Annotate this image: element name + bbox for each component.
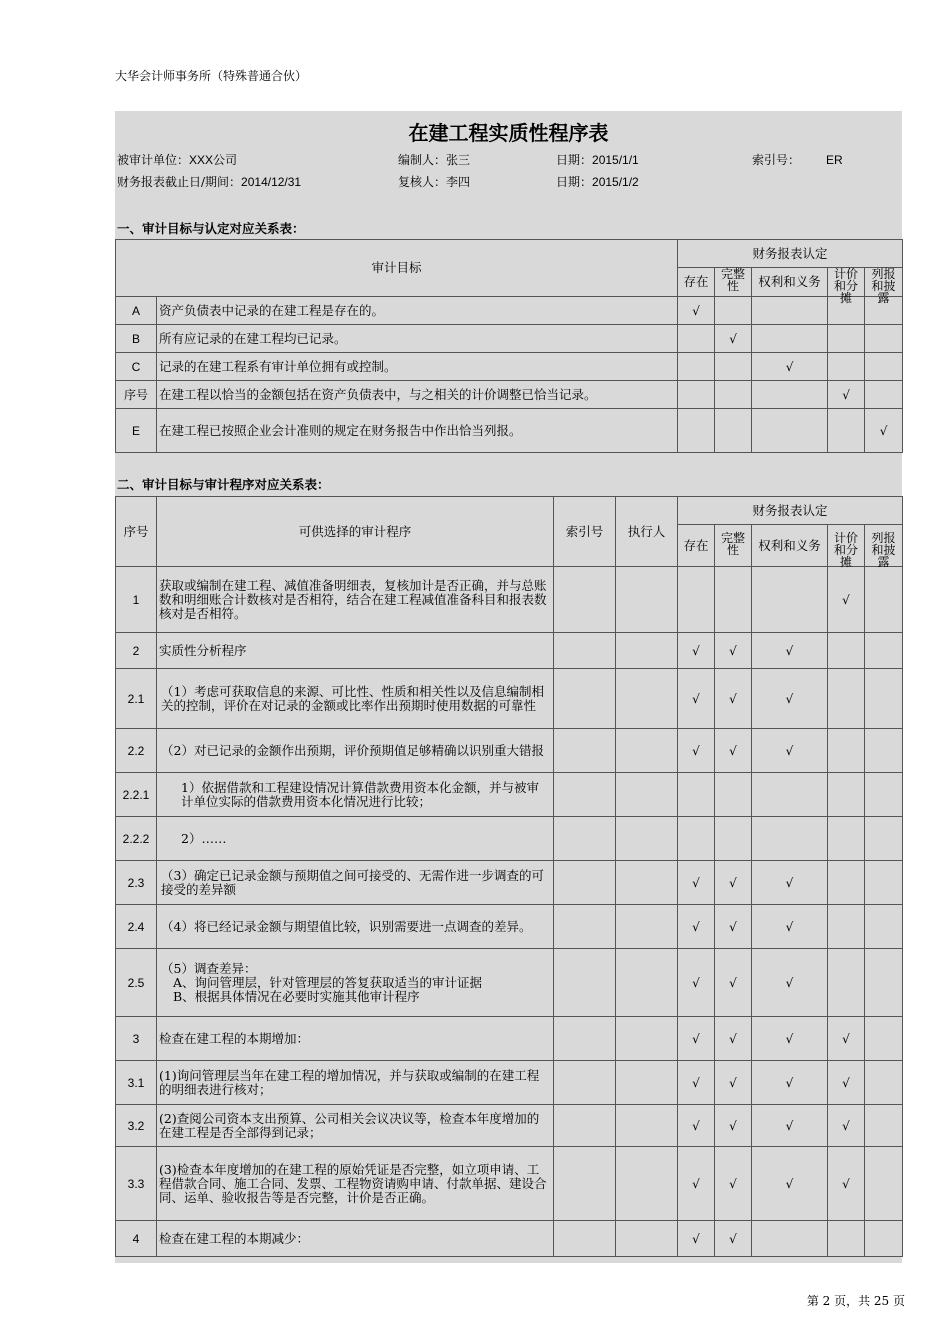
- procedure-executor: [616, 817, 678, 861]
- assertion-check: [678, 817, 715, 861]
- procedure-text-line: （2）对已记录的金额作出预期，评价预期值足够精确以识别重大错报: [161, 742, 544, 758]
- procedure-executor: [616, 905, 678, 949]
- procedure-text: [157, 905, 554, 949]
- assertion-check: [865, 773, 903, 817]
- procedure-executor: [616, 567, 678, 633]
- assertion-check: [828, 633, 865, 669]
- procedure-row: [116, 905, 903, 949]
- objective-text: 在建工程以恰当的金额包括在资产负债表中，与之相关的计价调整已恰当记录。: [157, 381, 678, 409]
- assertion-check: √: [715, 1017, 752, 1061]
- assertion-check: [865, 949, 903, 1017]
- assertion-check: [715, 773, 752, 817]
- procedure-row: [116, 567, 903, 633]
- assertion-check: √: [828, 1017, 865, 1061]
- assertion-header: 完整性: [715, 525, 752, 567]
- assertion-check: [752, 567, 828, 633]
- procedure-row: [116, 1017, 903, 1061]
- procedure-text: [157, 567, 554, 633]
- procedure-text-line: （3）确定已记录金额与预期值之间可接受的、无需作进一步调查的可接受的差异额: [161, 867, 544, 897]
- procedure-subitem: B、根据具体情况在必要时实施其他审计程序: [173, 988, 420, 1004]
- assertion-check: [865, 817, 903, 861]
- procedure-index: [554, 567, 616, 633]
- assertion-check: [865, 1061, 903, 1105]
- assertion-check: [865, 729, 903, 773]
- assertion-check: [865, 1147, 903, 1221]
- worksheet: [115, 111, 902, 1263]
- assertion-check: √: [715, 949, 752, 1017]
- assertion-check: √: [678, 669, 715, 729]
- col-seq: 序号: [116, 497, 157, 567]
- procedure-text-line: （4）将已经记录金额与期望值比较，识别需要进一点调查的差异。: [161, 918, 532, 934]
- procedure-row: [116, 729, 903, 773]
- assertion-check: √: [752, 949, 828, 1017]
- procedure-row: [116, 669, 903, 729]
- assertion-check: [752, 325, 828, 353]
- procedure-executor: [616, 729, 678, 773]
- procedure-text: [157, 633, 554, 669]
- assertion-check: [828, 409, 865, 453]
- procedure-seq: 3.1: [116, 1061, 157, 1105]
- assertion-check: √: [678, 949, 715, 1017]
- procedure-seq: 2.4: [116, 905, 157, 949]
- assertion-check: √: [715, 633, 752, 669]
- assertion-check: √: [715, 325, 752, 353]
- procedure-seq: 3.2: [116, 1105, 157, 1147]
- procedure-seq: 1: [116, 567, 157, 633]
- procedure-seq: 3.3: [116, 1147, 157, 1221]
- procedure-text: [157, 861, 554, 905]
- procedure-index: [554, 1147, 616, 1221]
- assertion-check: [715, 297, 752, 325]
- procedure-index: [554, 633, 616, 669]
- firm-name: 大华会计师事务所（特殊普通合伙）: [115, 69, 308, 83]
- assertion-check: [752, 817, 828, 861]
- procedure-seq: 2.2.1: [116, 773, 157, 817]
- reviewer-field: 复核人：李四: [398, 175, 471, 189]
- assertion-check: [678, 773, 715, 817]
- assertion-check: √: [678, 1017, 715, 1061]
- preparer-field: 编制人：张三: [398, 153, 471, 167]
- procedure-text: [157, 729, 554, 773]
- objective-row: [116, 297, 903, 325]
- procedure-row: [116, 1221, 903, 1257]
- procedure-executor: [616, 1221, 678, 1257]
- objective-key: B: [116, 325, 157, 353]
- procedure-text-line: (3)检查本年度增加的在建工程的原始凭证是否完整，如立项申请、工程借款合同、施工合同、发票、工程物资请购申请、付款单据、建设合同、运单、验收报告等是否完整，计价是否正确。: [159, 1161, 547, 1205]
- procedure-executor: [616, 773, 678, 817]
- procedure-row: [116, 773, 903, 817]
- procedure-seq: 2.2.2: [116, 817, 157, 861]
- assertion-check: [752, 773, 828, 817]
- assertion-check: √: [752, 905, 828, 949]
- procedure-text-line: 2）……: [181, 830, 227, 846]
- procedure-text: [157, 1017, 554, 1061]
- assertion-check: [678, 381, 715, 409]
- procedure-row: [116, 1061, 903, 1105]
- assertion-check: [865, 325, 903, 353]
- assertion-check: √: [678, 633, 715, 669]
- assertion-check: [828, 1221, 865, 1257]
- objective-row: [116, 409, 903, 453]
- procedure-executor: [616, 949, 678, 1017]
- objective-key: A: [116, 297, 157, 325]
- assertion-check: √: [752, 633, 828, 669]
- assertion-check: [752, 381, 828, 409]
- procedure-index: [554, 1061, 616, 1105]
- procedure-index: [554, 1105, 616, 1147]
- assertion-check: [865, 633, 903, 669]
- assertion-check: √: [715, 1221, 752, 1257]
- assertion-check: [828, 905, 865, 949]
- objective-key: E: [116, 409, 157, 453]
- procedure-row: [116, 1105, 903, 1147]
- assertion-check: [752, 1221, 828, 1257]
- assertion-check: √: [828, 1105, 865, 1147]
- assertion-check: [678, 353, 715, 381]
- procedure-index: [554, 1017, 616, 1061]
- index-field: 索引号： ER: [752, 153, 843, 167]
- assertion-check: √: [715, 1147, 752, 1221]
- assertion-check: [865, 861, 903, 905]
- procedure-executor: [616, 1017, 678, 1061]
- procedure-seq: 3: [116, 1017, 157, 1061]
- assertion-check: √: [752, 861, 828, 905]
- procedure-text-line: (1)询问管理层当年在建工程的增加情况，并与获取或编制的在建工程的明细表进行核对；: [159, 1067, 540, 1097]
- procedure-index: [554, 773, 616, 817]
- assertion-header: 列报和披露: [865, 268, 903, 297]
- assertion-check: √: [678, 861, 715, 905]
- assertion-check: [865, 1221, 903, 1257]
- procedure-index: [554, 861, 616, 905]
- procedure-text-line: 实质性分析程序: [159, 642, 247, 658]
- procedure-text: [157, 669, 554, 729]
- assertion-check: [715, 381, 752, 409]
- procedure-text: [157, 773, 554, 817]
- procedure-executor: [616, 1147, 678, 1221]
- assertion-check: [828, 861, 865, 905]
- col-procedure: 可供选择的审计程序: [157, 497, 554, 567]
- procedure-row: [116, 1147, 903, 1221]
- objective-text: 在建工程已按照企业会计准则的规定在财务报告中作出恰当列报。: [157, 409, 678, 453]
- procedure-row: [116, 861, 903, 905]
- assertion-header: 权利和义务: [752, 268, 828, 297]
- assertion-check: √: [715, 1105, 752, 1147]
- procedure-text: [157, 1221, 554, 1257]
- procedure-seq: 2.1: [116, 669, 157, 729]
- assertion-check: √: [752, 1061, 828, 1105]
- col-objective: 审计目标: [116, 240, 678, 297]
- assertion-header: 计价和分摊: [828, 268, 865, 297]
- assertion-check: [678, 409, 715, 453]
- procedure-index: [554, 669, 616, 729]
- assertion-check: [678, 325, 715, 353]
- procedure-subitem: A、询问管理层，针对管理层的答复获取适当的审计证据: [173, 974, 483, 990]
- procedure-index: [554, 1221, 616, 1257]
- procedure-executor: [616, 669, 678, 729]
- assertion-check: √: [828, 381, 865, 409]
- assertion-header: 完整性: [715, 268, 752, 297]
- procedure-seq: 2.5: [116, 949, 157, 1017]
- assertion-check: [865, 567, 903, 633]
- assertion-header: 权利和义务: [752, 525, 828, 567]
- date2-field: 日期：2015/1/2: [556, 175, 639, 189]
- assertion-header: 计价和分摊: [828, 525, 865, 567]
- procedure-seq: 2.3: [116, 861, 157, 905]
- assertion-check: [828, 353, 865, 381]
- assertion-check: √: [752, 1105, 828, 1147]
- col-assertions: 财务报表认定: [678, 240, 903, 268]
- assertion-check: [865, 1105, 903, 1147]
- assertion-check: [828, 325, 865, 353]
- page-footer: 第 2 页，共 25 页: [806, 1294, 905, 1308]
- procedure-text: [157, 1061, 554, 1105]
- assertion-check: [828, 669, 865, 729]
- assertion-check: [828, 773, 865, 817]
- procedure-text-line: 检查在建工程的本期减少：: [159, 1230, 310, 1246]
- assertion-check: √: [678, 1147, 715, 1221]
- objective-row: [116, 381, 903, 409]
- procedure-seq: 4: [116, 1221, 157, 1257]
- assertion-check: [828, 817, 865, 861]
- assertion-check: √: [828, 567, 865, 633]
- assertion-check: [715, 567, 752, 633]
- procedure-executor: [616, 633, 678, 669]
- assertion-check: √: [752, 669, 828, 729]
- procedure-table: [115, 496, 903, 1257]
- assertion-check: √: [715, 861, 752, 905]
- assertion-check: [828, 729, 865, 773]
- procedure-text: [157, 817, 554, 861]
- assertion-header: 存在: [678, 525, 715, 567]
- procedure-index: [554, 817, 616, 861]
- assertion-check: [865, 669, 903, 729]
- client-field: 被审计单位：XXX公司: [117, 153, 238, 167]
- assertion-check: [828, 949, 865, 1017]
- procedure-text-line: （5）调查差异：: [161, 960, 257, 976]
- assertion-check: [865, 381, 903, 409]
- section1-heading: 一、审计目标与认定对应关系表：: [117, 221, 305, 236]
- objective-text: 资产负债表中记录的在建工程是存在的。: [157, 297, 678, 325]
- procedure-executor: [616, 1105, 678, 1147]
- objective-assertion-table: [115, 239, 903, 453]
- assertion-check: √: [752, 729, 828, 773]
- procedure-index: [554, 905, 616, 949]
- col-executor: 执行人: [616, 497, 678, 567]
- assertion-check: [865, 1017, 903, 1061]
- assertion-check: √: [715, 669, 752, 729]
- procedure-text-line: (2)查阅公司资本支出预算、公司相关会议决议等，检查本年度增加的在建工程是否全部得到记录；: [159, 1110, 540, 1140]
- assertion-check: √: [678, 1221, 715, 1257]
- procedure-text-line: 检查在建工程的本期增加：: [159, 1030, 310, 1046]
- procedure-index: [554, 949, 616, 1017]
- procedure-row: [116, 633, 903, 669]
- procedure-text-line: （1）考虑可获取信息的来源、可比性、性质和相关性以及信息编制相关的控制，评价在对记录的金额或比率作出预期时使用数据的可靠性: [161, 683, 544, 713]
- assertion-check: [715, 817, 752, 861]
- procedure-text-line: 获取或编制在建工程、减值准备明细表，复核加计是否正确，并与总账数和明细账合计数核对是否相符，结合在建工程减值准备科目和报表数核对是否相符。: [159, 577, 547, 621]
- col-index: 索引号: [554, 497, 616, 567]
- assertion-check: √: [678, 905, 715, 949]
- procedure-text: [157, 949, 554, 1017]
- procedure-seq: 2: [116, 633, 157, 669]
- period-field: 财务报表截止日/期间：2014/12/31: [117, 175, 302, 189]
- assertion-check: √: [715, 905, 752, 949]
- assertion-check: [715, 353, 752, 381]
- date1-field: 日期：2015/1/1: [556, 153, 639, 167]
- assertion-check: √: [678, 297, 715, 325]
- assertion-check: √: [678, 729, 715, 773]
- objective-text: 所有应记录的在建工程均已记录。: [157, 325, 678, 353]
- assertion-check: √: [678, 1105, 715, 1147]
- assertion-check: [865, 353, 903, 381]
- procedure-executor: [616, 1061, 678, 1105]
- assertion-check: [678, 567, 715, 633]
- procedure-seq: 2.2: [116, 729, 157, 773]
- assertion-check: √: [715, 729, 752, 773]
- assertion-check: √: [752, 353, 828, 381]
- objective-key: C: [116, 353, 157, 381]
- assertion-header: 存在: [678, 268, 715, 297]
- assertion-check: √: [865, 409, 903, 453]
- objective-text: 记录的在建工程系有审计单位拥有或控制。: [157, 353, 678, 381]
- col-assertions: 财务报表认定: [678, 497, 903, 525]
- assertion-check: √: [715, 1061, 752, 1105]
- procedure-row: [116, 817, 903, 861]
- section2-heading: 二、审计目标与审计程序对应关系表：: [117, 477, 330, 492]
- procedure-index: [554, 729, 616, 773]
- assertion-check: [715, 409, 752, 453]
- objective-row: [116, 325, 903, 353]
- procedure-text: [157, 1147, 554, 1221]
- procedure-text: [157, 1105, 554, 1147]
- assertion-check: √: [752, 1147, 828, 1221]
- procedure-executor: [616, 861, 678, 905]
- assertion-check: √: [828, 1061, 865, 1105]
- procedure-row: [116, 949, 903, 1017]
- assertion-check: √: [752, 1017, 828, 1061]
- assertion-check: [865, 905, 903, 949]
- procedure-text-line: 1）依据借款和工程建设情况计算借款费用资本化金额，并与被审计单位实际的借款费用资本化情况进行比较；: [181, 779, 539, 809]
- assertion-check: √: [678, 1061, 715, 1105]
- assertion-check: [752, 297, 828, 325]
- assertion-check: [752, 409, 828, 453]
- assertion-header: 列报和披露: [865, 525, 903, 567]
- objective-row: [116, 353, 903, 381]
- assertion-check: √: [828, 1147, 865, 1221]
- page-title: 在建工程实质性程序表: [408, 121, 609, 145]
- objective-key: 序号: [116, 381, 157, 409]
